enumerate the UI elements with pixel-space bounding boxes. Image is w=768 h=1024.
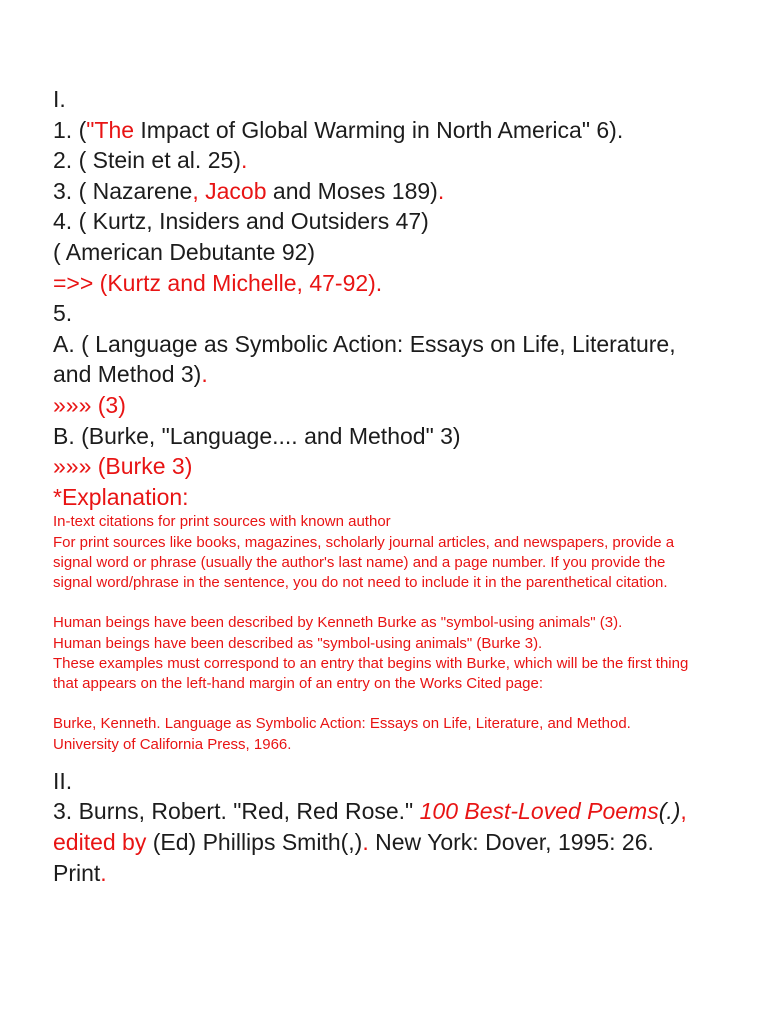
text-span: I. bbox=[53, 86, 66, 112]
text-span: . bbox=[100, 859, 107, 886]
text-span: . bbox=[201, 361, 208, 388]
text-span: ( American Debutante 92) bbox=[53, 238, 316, 265]
text-span: 100 Best-Loved Poems bbox=[419, 798, 659, 825]
text-span: Human beings have been described as "symbol-using animals" (Burke 3). bbox=[53, 634, 543, 652]
text-span: In-text citations for print sources with known author bbox=[53, 513, 391, 531]
text-span: These examples must correspond to an entry that begins with Burke, which will be the first thing bbox=[53, 654, 689, 672]
text-line bbox=[53, 145, 743, 176]
text-line bbox=[53, 84, 743, 115]
text-line bbox=[53, 613, 743, 633]
text-span: signal word/phrase in the sentence, you do not need to include it in the parenthetical citation. bbox=[53, 573, 668, 591]
text-span: edited by bbox=[53, 828, 153, 855]
text-span: and Method 3) bbox=[53, 361, 202, 388]
text-span: . bbox=[437, 177, 445, 204]
text-span: New York: Dover, 1995: 26. bbox=[368, 828, 654, 855]
text-span: that appears on the left-hand margin of an entry on the Works Cited page: bbox=[53, 674, 544, 692]
text-span: 3. Burns, Robert. "Red, Red Rose." bbox=[53, 798, 420, 825]
text-span: II. bbox=[53, 767, 73, 794]
text-span: For print sources like books, magazines, scholarly journal articles, and newspapers, provide a bbox=[53, 533, 675, 551]
text-line bbox=[53, 115, 743, 146]
text-line bbox=[53, 512, 743, 532]
text-line bbox=[53, 206, 743, 237]
text-line bbox=[53, 482, 743, 513]
blank-line bbox=[53, 694, 743, 714]
blank-line bbox=[53, 593, 743, 613]
text-line bbox=[53, 654, 743, 674]
text-span: Print bbox=[53, 859, 101, 886]
text-line bbox=[53, 858, 743, 889]
text-span: *Explanation: bbox=[53, 483, 189, 510]
text-line bbox=[53, 674, 743, 694]
text-line bbox=[53, 268, 743, 299]
text-span: . bbox=[362, 828, 369, 855]
text-span: Burke, Kenneth. Language as Symbolic Action: Essays on Life, Literature, and Method. bbox=[53, 715, 631, 733]
text-line bbox=[53, 796, 743, 827]
text-line bbox=[53, 735, 743, 755]
text-span: , Jacob bbox=[192, 177, 267, 204]
text-span: 1. ( bbox=[53, 116, 87, 143]
text-line bbox=[53, 237, 743, 268]
text-span: B. (Burke, "Language.... and Method" 3) bbox=[53, 422, 461, 449]
text-span: 5. bbox=[53, 300, 73, 327]
text-span: Human beings have been described by Kenneth Burke as "symbol-using animals" (3). bbox=[53, 614, 623, 632]
text-span: 3. ( Nazarene bbox=[53, 177, 193, 204]
text-span: and Moses 189) bbox=[266, 177, 438, 204]
text-line bbox=[53, 421, 743, 452]
text-line bbox=[53, 634, 743, 654]
text-span: . bbox=[240, 147, 248, 174]
text-span: A. ( Language as Symbolic Action: Essays on Life, Literature, bbox=[53, 330, 676, 357]
text-span: (Ed) Phillips Smith(,) bbox=[152, 828, 363, 855]
text-span: 4. ( Kurtz, Insiders and Outsiders 47) bbox=[53, 208, 429, 235]
text-span: (.) bbox=[658, 798, 681, 825]
text-line bbox=[53, 451, 743, 482]
text-span: =>> (Kurtz and Michelle, 47-92). bbox=[53, 269, 383, 296]
text-span: Impact of Global Warming in North America" 6). bbox=[134, 116, 624, 143]
text-span: University of California Press, 1966. bbox=[53, 735, 292, 753]
text-line bbox=[53, 766, 743, 797]
text-line bbox=[53, 573, 743, 593]
text-span: »»» (Burke 3) bbox=[53, 453, 193, 480]
text-line bbox=[53, 553, 743, 573]
document-body bbox=[53, 84, 743, 888]
text-line bbox=[53, 827, 743, 858]
text-span: , bbox=[680, 798, 687, 825]
text-line bbox=[53, 359, 743, 390]
text-line bbox=[53, 533, 743, 553]
text-span: »»» (3) bbox=[53, 391, 126, 418]
text-span: 2. ( Stein et al. 25) bbox=[53, 147, 241, 174]
text-span: signal word or phrase (usually the author's last name) and a page number. If you provide the bbox=[53, 553, 666, 571]
text-line bbox=[53, 390, 743, 421]
text-span: "The bbox=[86, 116, 135, 143]
text-line bbox=[53, 329, 743, 360]
text-line bbox=[53, 714, 743, 734]
text-line bbox=[53, 298, 743, 329]
text-line bbox=[53, 176, 743, 207]
